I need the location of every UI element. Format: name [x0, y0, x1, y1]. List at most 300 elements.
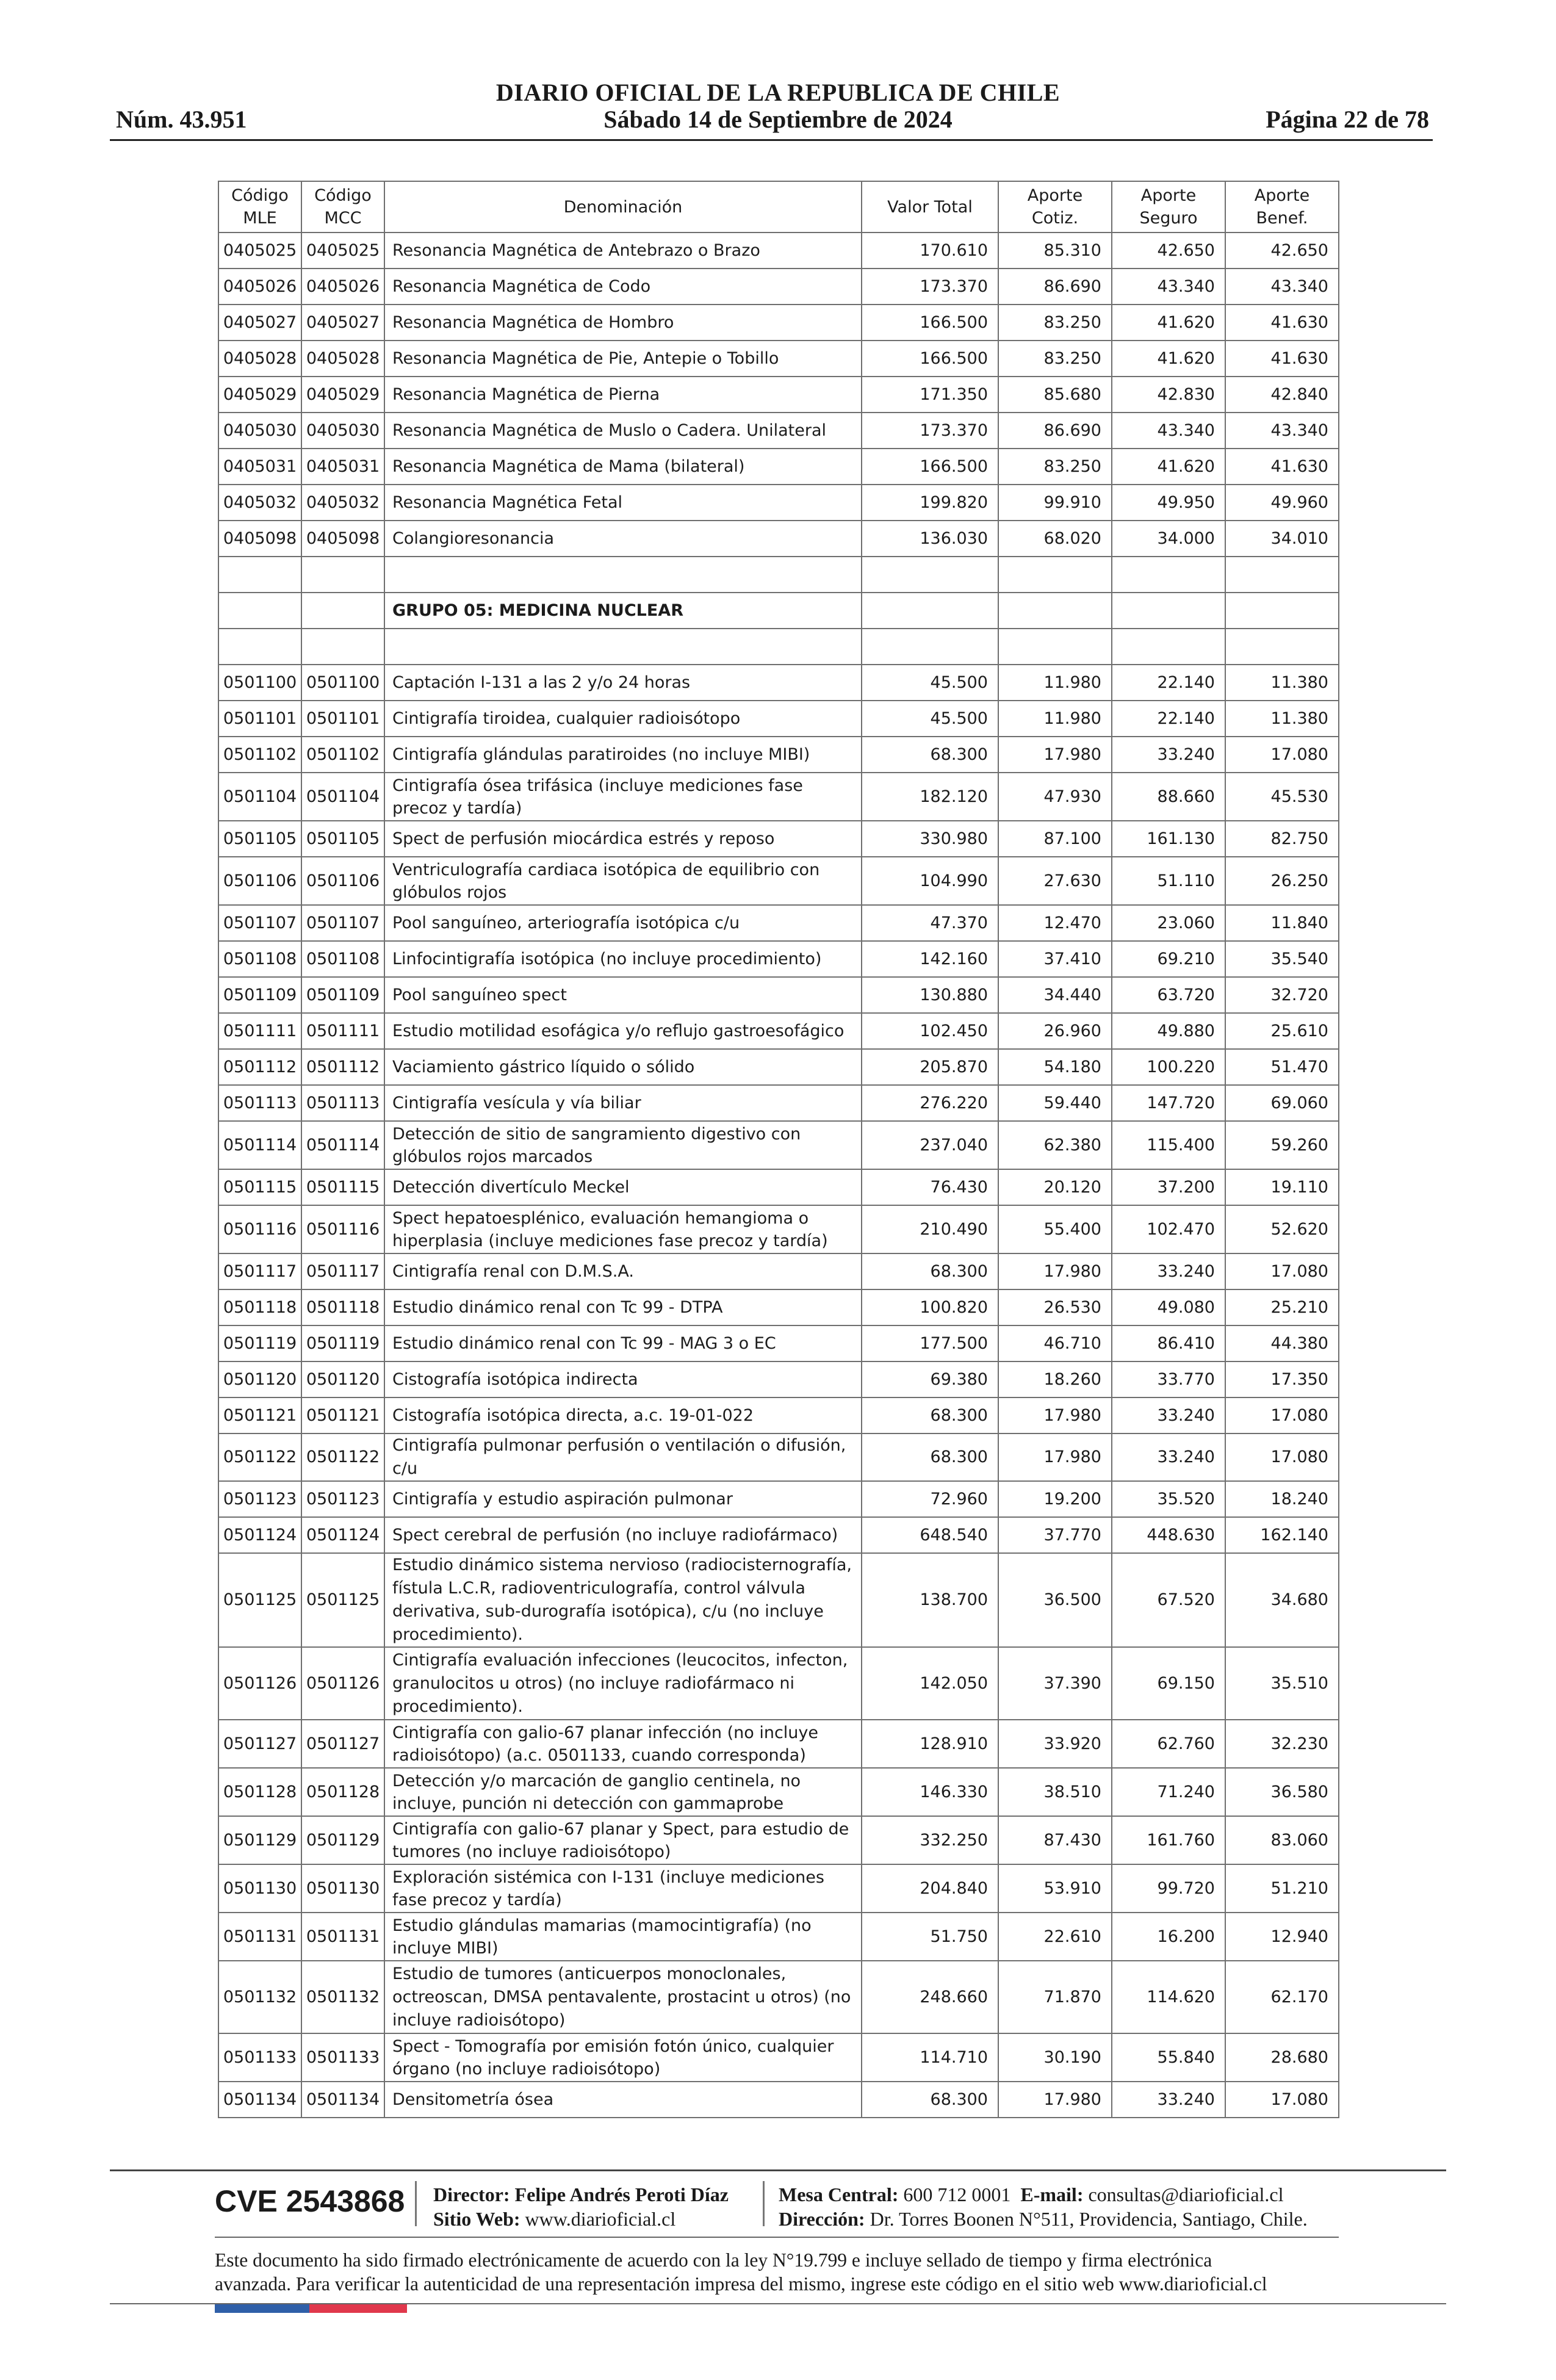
table-row: [218, 1397, 1339, 1433]
value-total: 166.500: [862, 305, 998, 341]
value-seguro: 33.240: [1112, 2082, 1225, 2118]
director-label: Director:: [433, 2183, 510, 2205]
value-seguro: 42.650: [1112, 233, 1225, 269]
value-cotizacion: 71.870: [998, 1961, 1112, 2033]
value-total: 177.500: [862, 1325, 998, 1361]
value-beneficiario: 11.380: [1225, 665, 1339, 701]
value-beneficiario: 34.680: [1225, 1553, 1339, 1647]
value-seguro: 161.760: [1112, 1816, 1225, 1864]
col-header-cotiz: Aporte Cotiz.: [998, 181, 1112, 233]
code-mle: 0405098: [218, 521, 301, 557]
code-mle: 0501102: [218, 737, 301, 773]
procedure-name: Spect - Tomografía por emisión fotón único, cualquier órgano (no incluye radioisótopo): [384, 2033, 862, 2082]
value-seguro: 43.340: [1112, 413, 1225, 449]
page-number: Página 22 de 78: [1266, 106, 1429, 133]
code-mle: 0501101: [218, 701, 301, 737]
footer-separator: [763, 2181, 765, 2226]
value-cotizacion: 47.930: [998, 773, 1112, 821]
value-total: 171.350: [862, 377, 998, 413]
code-mcc: 0501111: [301, 1013, 384, 1049]
footer-director-block: [433, 2182, 729, 2231]
value-cotizacion: 86.690: [998, 269, 1112, 305]
value-seguro: 35.520: [1112, 1481, 1225, 1517]
value-seguro: 49.080: [1112, 1289, 1225, 1325]
code-mle: 0501130: [218, 1864, 301, 1913]
value-cotizacion: 53.910: [998, 1864, 1112, 1913]
value-total: 173.370: [862, 413, 998, 449]
code-mcc: 0501123: [301, 1481, 384, 1517]
table-row: [218, 1253, 1339, 1289]
table-row: [218, 773, 1339, 821]
value-total: 205.870: [862, 1049, 998, 1085]
value-cotizacion: 30.190: [998, 2033, 1112, 2082]
code-mcc: 0501116: [301, 1205, 384, 1253]
value-total: 114.710: [862, 2033, 998, 2082]
value-seguro: 100.220: [1112, 1049, 1225, 1085]
value-total: 248.660: [862, 1961, 998, 2033]
code-mcc: 0501120: [301, 1361, 384, 1397]
phone-label: Mesa Central:: [779, 2183, 899, 2205]
value-beneficiario: 26.250: [1225, 857, 1339, 905]
value-seguro: 33.770: [1112, 1361, 1225, 1397]
table-row: [218, 341, 1339, 377]
code-mle: 0501116: [218, 1205, 301, 1253]
value-beneficiario: 11.840: [1225, 905, 1339, 941]
code-mle: 0501114: [218, 1121, 301, 1169]
value-beneficiario: 17.080: [1225, 2082, 1339, 2118]
value-cotizacion: 17.980: [998, 1253, 1112, 1289]
code-mcc: 0501132: [301, 1961, 384, 2033]
value-total: 173.370: [862, 269, 998, 305]
value-beneficiario: 36.580: [1225, 1768, 1339, 1816]
value-seguro: 69.150: [1112, 1647, 1225, 1720]
table-row: [218, 269, 1339, 305]
value-cotizacion: 19.200: [998, 1481, 1112, 1517]
procedure-name: Ventriculografía cardiaca isotópica de equilibrio con glóbulos rojos: [384, 857, 862, 905]
value-seguro: 67.520: [1112, 1553, 1225, 1647]
value-seguro: 33.240: [1112, 737, 1225, 773]
table-row: [218, 821, 1339, 857]
value-seguro: 22.140: [1112, 665, 1225, 701]
value-beneficiario: 83.060: [1225, 1816, 1339, 1864]
code-mle: 0405028: [218, 341, 301, 377]
table-row: [218, 1289, 1339, 1325]
value-cotizacion: 99.910: [998, 485, 1112, 521]
value-cotizacion: 17.980: [998, 1433, 1112, 1481]
value-seguro: 114.620: [1112, 1961, 1225, 2033]
value-total: 69.380: [862, 1361, 998, 1397]
table-row: [218, 2033, 1339, 2082]
table-row: [218, 1913, 1339, 1961]
table-row: [218, 1553, 1339, 1647]
table-row: [218, 1864, 1339, 1913]
col-header-name: Denominación: [384, 181, 862, 233]
code-mle: 0501128: [218, 1768, 301, 1816]
table-row: [218, 1720, 1339, 1768]
value-cotizacion: 83.250: [998, 449, 1112, 485]
nuclear-medicine-rows: [218, 665, 1339, 2118]
value-seguro: 102.470: [1112, 1205, 1225, 1253]
code-mle: 0501134: [218, 2082, 301, 2118]
value-seguro: 33.240: [1112, 1433, 1225, 1481]
value-total: 47.370: [862, 905, 998, 941]
procedure-name: Cistografía isotópica directa, a.c. 19-01-022: [384, 1397, 862, 1433]
value-beneficiario: 45.530: [1225, 773, 1339, 821]
value-total: 276.220: [862, 1085, 998, 1121]
procedure-name: Cintigrafía glándulas paratiroides (no incluye MIBI): [384, 737, 862, 773]
code-mcc: 0501122: [301, 1433, 384, 1481]
code-mle: 0501121: [218, 1397, 301, 1433]
code-mcc: 0501119: [301, 1325, 384, 1361]
code-mle: 0501129: [218, 1816, 301, 1864]
email-link[interactable]: consultas@diarioficial.cl: [1088, 2183, 1284, 2205]
code-mle: 0405025: [218, 233, 301, 269]
value-total: 68.300: [862, 1433, 998, 1481]
table-row: [218, 1768, 1339, 1816]
table-row: [218, 1361, 1339, 1397]
procedure-name: Cintigrafía pulmonar perfusión o ventilación o difusión, c/u: [384, 1433, 862, 1481]
table-row: [218, 665, 1339, 701]
table-row: [218, 1049, 1339, 1085]
blank-row: [218, 557, 1339, 593]
header-divider: [110, 139, 1433, 141]
code-mcc: 0501114: [301, 1121, 384, 1169]
code-mcc: 0501124: [301, 1517, 384, 1553]
value-cotizacion: 59.440: [998, 1085, 1112, 1121]
value-seguro: 62.760: [1112, 1720, 1225, 1768]
procedure-name: Spect de perfusión miocárdica estrés y reposo: [384, 821, 862, 857]
procedure-name: Vaciamiento gástrico líquido o sólido: [384, 1049, 862, 1085]
value-cotizacion: 34.440: [998, 977, 1112, 1013]
value-total: 76.430: [862, 1169, 998, 1205]
value-beneficiario: 41.630: [1225, 305, 1339, 341]
value-seguro: 88.660: [1112, 773, 1225, 821]
value-cotizacion: 17.980: [998, 737, 1112, 773]
code-mle: 0501105: [218, 821, 301, 857]
website-label: Sitio Web:: [433, 2208, 520, 2230]
value-seguro: 42.830: [1112, 377, 1225, 413]
table-row: [218, 449, 1339, 485]
value-total: 128.910: [862, 1720, 998, 1768]
code-mle: 0405026: [218, 269, 301, 305]
code-mcc: 0501106: [301, 857, 384, 905]
value-beneficiario: 44.380: [1225, 1325, 1339, 1361]
code-mcc: 0405028: [301, 341, 384, 377]
procedure-name: Pool sanguíneo, arteriografía isotópica c/u: [384, 905, 862, 941]
procedure-name: Resonancia Magnética de Pie, Antepie o Tobillo: [384, 341, 862, 377]
value-seguro: 63.720: [1112, 977, 1225, 1013]
code-mle: 0501133: [218, 2033, 301, 2082]
table-header-row: [218, 181, 1339, 233]
code-mcc: 0405031: [301, 449, 384, 485]
procedure-name: Cintigrafía vesícula y vía biliar: [384, 1085, 862, 1121]
value-cotizacion: 54.180: [998, 1049, 1112, 1085]
value-total: 100.820: [862, 1289, 998, 1325]
table-row: [218, 701, 1339, 737]
value-seguro: 16.200: [1112, 1913, 1225, 1961]
website-link[interactable]: www.diarioficial.cl: [525, 2208, 676, 2230]
value-cotizacion: 62.380: [998, 1121, 1112, 1169]
code-mle: 0501106: [218, 857, 301, 905]
value-total: 45.500: [862, 701, 998, 737]
legal-notice: Este documento ha sido firmado electrónicamente de acuerdo con la ley N°19.799 e incluye sellado de tiempo y firma electrónica avanzada. Para verificar la autenticidad de una representación impresa del mismo, ingrese este código en el sitio web www.diarioficial.cl: [215, 2249, 1267, 2295]
value-beneficiario: 43.340: [1225, 413, 1339, 449]
code-mle: 0501127: [218, 1720, 301, 1768]
table-row: [218, 1961, 1339, 2033]
code-mcc: 0405027: [301, 305, 384, 341]
code-mle: 0405030: [218, 413, 301, 449]
group-section: [218, 557, 1339, 665]
code-mle: 0501132: [218, 1961, 301, 2033]
value-total: 166.500: [862, 341, 998, 377]
code-mcc: 0501133: [301, 2033, 384, 2082]
procedure-name: Captación I-131 a las 2 y/o 24 horas: [384, 665, 862, 701]
code-mcc: 0501118: [301, 1289, 384, 1325]
value-beneficiario: 162.140: [1225, 1517, 1339, 1553]
value-total: 68.300: [862, 1397, 998, 1433]
value-beneficiario: 12.940: [1225, 1913, 1339, 1961]
table-row: [218, 1085, 1339, 1121]
code-mcc: 0501128: [301, 1768, 384, 1816]
code-mle: 0405031: [218, 449, 301, 485]
code-mcc: 0501134: [301, 2082, 384, 2118]
value-cotizacion: 46.710: [998, 1325, 1112, 1361]
procedure-name: Exploración sistémica con I-131 (incluye mediciones fase precoz y tardía): [384, 1864, 862, 1913]
code-mle: 0501126: [218, 1647, 301, 1720]
col-header-benef: Aporte Benef.: [1225, 181, 1339, 233]
procedure-name: Resonancia Magnética de Hombro: [384, 305, 862, 341]
value-beneficiario: 34.010: [1225, 521, 1339, 557]
value-cotizacion: 55.400: [998, 1205, 1112, 1253]
code-mcc: 0501107: [301, 905, 384, 941]
code-mle: 0501119: [218, 1325, 301, 1361]
value-total: 51.750: [862, 1913, 998, 1961]
value-beneficiario: 82.750: [1225, 821, 1339, 857]
table-row: [218, 941, 1339, 977]
procedure-name: Colangioresonancia: [384, 521, 862, 557]
procedure-name: Resonancia Magnética de Pierna: [384, 377, 862, 413]
value-beneficiario: 51.210: [1225, 1864, 1339, 1913]
value-total: 68.300: [862, 737, 998, 773]
value-beneficiario: 43.340: [1225, 269, 1339, 305]
procedure-name: Spect cerebral de perfusión (no incluye radiofármaco): [384, 1517, 862, 1553]
procedure-name: Cintigrafía y estudio aspiración pulmonar: [384, 1481, 862, 1517]
value-beneficiario: 59.260: [1225, 1121, 1339, 1169]
procedure-name: Resonancia Magnética de Antebrazo o Brazo: [384, 233, 862, 269]
value-beneficiario: 52.620: [1225, 1205, 1339, 1253]
code-mcc: 0501100: [301, 665, 384, 701]
value-seguro: 49.880: [1112, 1013, 1225, 1049]
value-cotizacion: 33.920: [998, 1720, 1112, 1768]
value-seguro: 37.200: [1112, 1169, 1225, 1205]
code-mle: 0501112: [218, 1049, 301, 1085]
code-mle: 0501104: [218, 773, 301, 821]
procedure-name: Detección divertículo Meckel: [384, 1169, 862, 1205]
procedure-name: Cintigrafía tiroidea, cualquier radioisótopo: [384, 701, 862, 737]
value-cotizacion: 17.980: [998, 2082, 1112, 2118]
value-beneficiario: 17.080: [1225, 1433, 1339, 1481]
table-row: [218, 377, 1339, 413]
value-beneficiario: 42.650: [1225, 233, 1339, 269]
value-cotizacion: 37.390: [998, 1647, 1112, 1720]
value-cotizacion: 83.250: [998, 341, 1112, 377]
table-row: [218, 1517, 1339, 1553]
procedure-name: Cintigrafía renal con D.M.S.A.: [384, 1253, 862, 1289]
value-total: 45.500: [862, 665, 998, 701]
address-label: Dirección:: [779, 2208, 865, 2230]
table-row: [218, 521, 1339, 557]
value-seguro: 23.060: [1112, 905, 1225, 941]
value-seguro: 41.620: [1112, 341, 1225, 377]
table-row: [218, 977, 1339, 1013]
value-total: 102.450: [862, 1013, 998, 1049]
procedure-name: Estudio dinámico renal con Tc 99 - MAG 3 o EC: [384, 1325, 862, 1361]
code-mle: 0501117: [218, 1253, 301, 1289]
value-seguro: 86.410: [1112, 1325, 1225, 1361]
value-beneficiario: 19.110: [1225, 1169, 1339, 1205]
code-mcc: 0501115: [301, 1169, 384, 1205]
value-seguro: 43.340: [1112, 269, 1225, 305]
value-seguro: 115.400: [1112, 1121, 1225, 1169]
code-mle: 0405029: [218, 377, 301, 413]
value-total: 68.300: [862, 2082, 998, 2118]
value-beneficiario: 42.840: [1225, 377, 1339, 413]
value-cotizacion: 37.410: [998, 941, 1112, 977]
col-header-seguro: Aporte Seguro: [1112, 181, 1225, 233]
value-cotizacion: 86.690: [998, 413, 1112, 449]
value-beneficiario: 17.080: [1225, 737, 1339, 773]
value-beneficiario: 69.060: [1225, 1085, 1339, 1121]
code-mcc: 0501129: [301, 1816, 384, 1864]
value-total: 146.330: [862, 1768, 998, 1816]
table-row: [218, 1169, 1339, 1205]
value-beneficiario: 17.350: [1225, 1361, 1339, 1397]
code-mcc: 0405026: [301, 269, 384, 305]
value-cotizacion: 26.530: [998, 1289, 1112, 1325]
value-total: 130.880: [862, 977, 998, 1013]
code-mcc: 0501131: [301, 1913, 384, 1961]
procedure-name: Estudio glándulas mamarias (mamocintigrafía) (no incluye MIBI): [384, 1913, 862, 1961]
procedure-name: Cintigrafía con galio-67 planar infección (no incluye radioisótopo) (a.c. 0501133, cuando corresponda): [384, 1720, 862, 1768]
code-mcc: 0501108: [301, 941, 384, 977]
code-mcc: 0501109: [301, 977, 384, 1013]
procedure-name: Cintigrafía ósea trifásica (incluye mediciones fase precoz y tardía): [384, 773, 862, 821]
code-mle: 0501108: [218, 941, 301, 977]
code-mcc: 0501102: [301, 737, 384, 773]
code-mle: 0405032: [218, 485, 301, 521]
value-cotizacion: 18.260: [998, 1361, 1112, 1397]
code-mcc: 0405025: [301, 233, 384, 269]
procedure-name: Resonancia Magnética de Mama (bilateral): [384, 449, 862, 485]
value-seguro: 71.240: [1112, 1768, 1225, 1816]
value-cotizacion: 12.470: [998, 905, 1112, 941]
value-beneficiario: 51.470: [1225, 1049, 1339, 1085]
value-cotizacion: 36.500: [998, 1553, 1112, 1647]
value-beneficiario: 11.380: [1225, 701, 1339, 737]
table-row: [218, 485, 1339, 521]
code-mcc: 0501121: [301, 1397, 384, 1433]
table-row: [218, 1433, 1339, 1481]
procedure-name: Estudio dinámico renal con Tc 99 - DTPA: [384, 1289, 862, 1325]
value-beneficiario: 41.630: [1225, 449, 1339, 485]
value-total: 72.960: [862, 1481, 998, 1517]
tariff-table: [218, 181, 1339, 2118]
procedure-name: Resonancia Magnética de Muslo o Cadera. Unilateral: [384, 413, 862, 449]
value-seguro: 448.630: [1112, 1517, 1225, 1553]
code-mle: 0501131: [218, 1913, 301, 1961]
code-mle: 0501100: [218, 665, 301, 701]
group-title: GRUPO 05: MEDICINA NUCLEAR: [384, 593, 862, 629]
value-beneficiario: 25.610: [1225, 1013, 1339, 1049]
table-row: [218, 1013, 1339, 1049]
table-row: [218, 1481, 1339, 1517]
value-total: 138.700: [862, 1553, 998, 1647]
table-row: [218, 905, 1339, 941]
code-mle: 0501118: [218, 1289, 301, 1325]
procedure-name: Cistografía isotópica indirecta: [384, 1361, 862, 1397]
col-header-total: Valor Total: [862, 181, 998, 233]
value-seguro: 51.110: [1112, 857, 1225, 905]
value-seguro: 49.950: [1112, 485, 1225, 521]
value-beneficiario: 35.510: [1225, 1647, 1339, 1720]
procedure-name: Resonancia Magnética Fetal: [384, 485, 862, 521]
value-total: 237.040: [862, 1121, 998, 1169]
code-mcc: 0501104: [301, 773, 384, 821]
code-mle: 0501113: [218, 1085, 301, 1121]
value-seguro: 33.240: [1112, 1397, 1225, 1433]
value-total: 330.980: [862, 821, 998, 857]
value-beneficiario: 25.210: [1225, 1289, 1339, 1325]
value-beneficiario: 17.080: [1225, 1397, 1339, 1433]
value-cotizacion: 87.430: [998, 1816, 1112, 1864]
value-seguro: 147.720: [1112, 1085, 1225, 1121]
value-cotizacion: 17.980: [998, 1397, 1112, 1433]
value-total: 648.540: [862, 1517, 998, 1553]
value-total: 166.500: [862, 449, 998, 485]
value-seguro: 69.210: [1112, 941, 1225, 977]
value-cotizacion: 26.960: [998, 1013, 1112, 1049]
procedure-name: Detección y/o marcación de ganglio centinela, no incluye, punción ni detección con gammaprobe: [384, 1768, 862, 1816]
code-mle: 0501107: [218, 905, 301, 941]
value-seguro: 41.620: [1112, 449, 1225, 485]
procedure-name: Cintigrafía evaluación infecciones (leucocitos, infecton, granulocitos u otros) (no incluye radiofármaco ni procedimiento).: [384, 1647, 862, 1720]
address: Dr. Torres Boonen N°511, Providencia, Santiago, Chile.: [870, 2208, 1308, 2230]
value-cotizacion: 37.770: [998, 1517, 1112, 1553]
value-total: 142.160: [862, 941, 998, 977]
value-total: 210.490: [862, 1205, 998, 1253]
value-beneficiario: 41.630: [1225, 341, 1339, 377]
procedure-name: Detección de sitio de sangramiento digestivo con glóbulos rojos marcados: [384, 1121, 862, 1169]
director-name: Felipe Andrés Peroti Díaz: [514, 2183, 729, 2205]
value-cotizacion: 11.980: [998, 701, 1112, 737]
value-cotizacion: 20.120: [998, 1169, 1112, 1205]
table-row: [218, 233, 1339, 269]
code-mcc: 0501105: [301, 821, 384, 857]
value-beneficiario: 62.170: [1225, 1961, 1339, 2033]
value-total: 104.990: [862, 857, 998, 905]
value-total: 204.840: [862, 1864, 998, 1913]
code-mcc: 0405032: [301, 485, 384, 521]
code-mcc: 0501127: [301, 1720, 384, 1768]
code-mcc: 0405030: [301, 413, 384, 449]
code-mle: 0405027: [218, 305, 301, 341]
value-seguro: 55.840: [1112, 2033, 1225, 2082]
code-mle: 0501123: [218, 1481, 301, 1517]
code-mle: 0501111: [218, 1013, 301, 1049]
table-row: [218, 737, 1339, 773]
col-header-mle: Código MLE: [218, 181, 301, 233]
issue-number: Núm. 43.951: [116, 106, 247, 133]
